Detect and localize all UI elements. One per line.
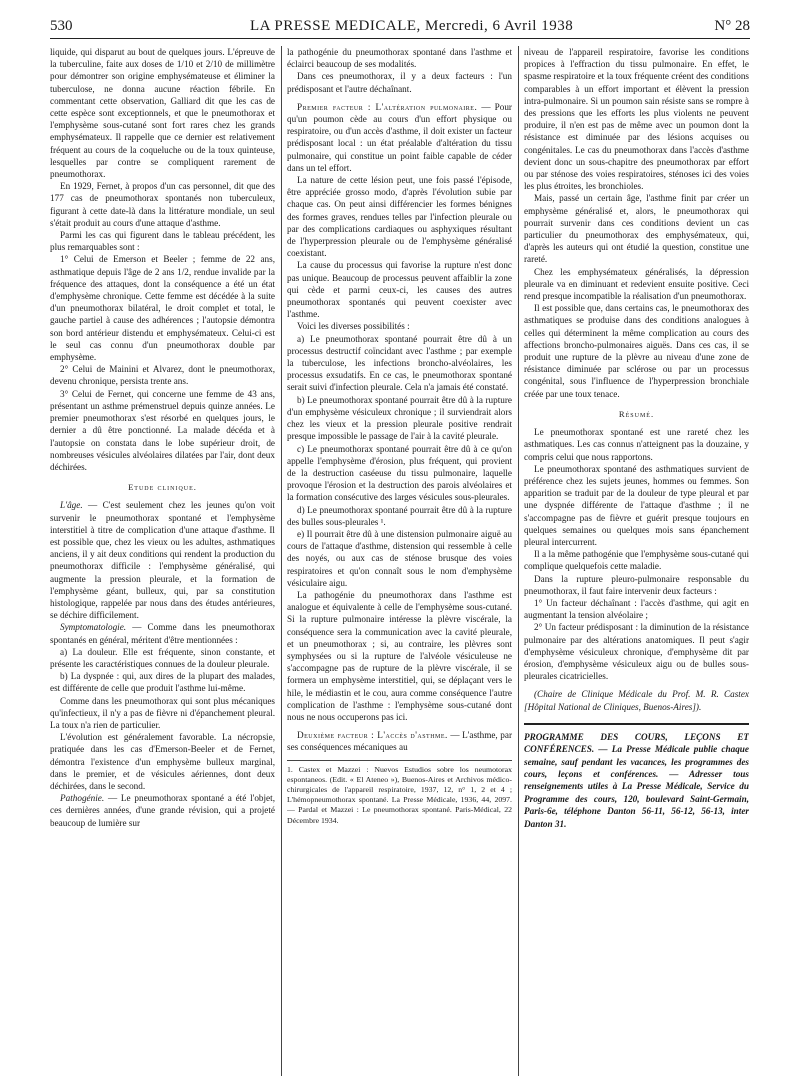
list-item: e) Il pourrait être dû à une distension pulmonaire aiguë au cours de l'attaque d'asthme, distension qui ressemble à celle des noyés, ou aux cas de sténose brusque des voies respiratoires et qu'on connaît sous le nom d'emphysème vésiculaire aigu. xyxy=(287,528,512,588)
column-2 xyxy=(287,46,512,1076)
section-heading: Etude clinique. xyxy=(128,482,197,493)
column-divider xyxy=(518,46,519,1076)
paragraph: Comme dans les pneumothorax qui sont plus mécaniques qu'infectieux, il n'y a pas de fièvre ni d'épanchement pleural. La toux n'a rien de particulier. xyxy=(50,695,275,730)
column-divider xyxy=(281,46,282,1076)
paragraph: Dans la rupture pleuro-pulmonaire responsable du pneumothorax, il faut faire intervenir deux facteurs : xyxy=(524,573,749,596)
subheading: Premier facteur : L'altération pulmonaire. xyxy=(297,101,478,112)
paragraph: Parmi les cas qui figurent dans le tableau précédent, les plus remarquables sont : xyxy=(50,230,275,253)
column-3 xyxy=(524,46,749,1076)
paragraph-text: — Comme dans les pneumothorax spontanés en général, méritent d'être mentionnées : xyxy=(50,622,275,645)
paragraph: niveau de l'appareil respiratoire, favorise les conditions propices à l'effraction du tissu pulmonaire. En effet, le spasme respiratoire et la toux fréquente créent des conditions comparables à un effort important et élèvent la pression intra-pulmonaire. Si un poumon sain résiste sans se rompre à des pressions que les efforts les plus violents ne peuvent produire, il n'en est pas de même avec un poumon dont la résistance est diminuée par des lésions acquises ou congénitales. Le cas du pneumothorax dans l'accès d'asthme devient donc un sous-chapitre des pneumothorax par effort ou par sténose des voies respiratoires, sténoses ici des voies les plus étroites, les bronchioles. xyxy=(524,47,749,192)
paragraph: Il a la même pathogénie que l'emphysème sous-cutané qui complique quelquefois cette maladie. xyxy=(524,549,749,572)
paragraph xyxy=(50,792,275,829)
paragraph: L'évolution est généralement favorable. La nécropsie, pratiquée dans les cas d'Emerson-Beeler et de Fernet, démontra l'existence d'un emphysème bulleux marginal, dans le premier, et de vésicules aériennes, dont deux déchirées, dans le second. xyxy=(50,732,275,791)
paragraph xyxy=(50,499,275,621)
paragraph: En 1929, Fernet, à propos d'un cas personnel, dit que des 177 cas de pneumothorax spontanés non tuberculeux, figurant à cette date-là dans la littérature mondiale, un seul s'était produit au cours d'une attaque d'asthme. xyxy=(50,181,275,228)
list-item: b) La dyspnée : qui, aux dires de la plupart des malades, est différente de celle que produit l'asthme lui-même. xyxy=(50,671,275,694)
issue-number: N° 28 xyxy=(714,18,750,34)
subheading: Deuxième facteur : L'accès d'asthme. xyxy=(297,730,448,741)
paragraph xyxy=(287,101,512,174)
paragraph: liquide, qui disparut au bout de quelques jours. L'épreuve de la tuberculine, faite aux doses de 1/10 et 2/10 de millimètre pour démontrer son origine emphysémateuse et éliminer la tuberculose, ne donna aucune réaction fébrile. En commentant cette observation, Galliard dit que les cas de cette espèce sont exceptionnels, et que le pneumothorax et l'emphysème sous-cutané sont fort rares chez les grands emphysémateux. Il rappelle que ce dernier est relativement fréquent au cours de la coqueluche ou de la toux quinteuse, lesquelles par contre se compliquent rarement de pneumothorax. xyxy=(50,47,275,180)
notice-title: PROGRAMME DES COURS, LEÇONS ET CONFÉRENCES. xyxy=(524,731,749,755)
list-item: 3° Celui de Fernet, qui concerne une femme de 43 ans, présentant un asthme prémenstruel depuis quinze années. Le premier pneumothorax s'est résorbé en quelques jours, le dernier a dû être ponctionné. La malade décéda et à l'autopsie on constata dans le lobe supérieur droit, de nombreuses vésicules alvéolaires dilatées par l'air, dont deux déchirées. xyxy=(50,388,275,472)
list-item: a) La douleur. Elle est fréquente, sinon constante, et présente les caractéristiques connues de la douleur pleurale. xyxy=(50,646,275,669)
subheading: Symptomatologie. xyxy=(60,622,127,633)
paragraph-text: — L'asthme, par ses conséquences mécaniques au xyxy=(287,730,512,753)
footnote: 1. Castex et Mazzei : Nuevos Estudios sobre los neumotorax espontaneos. (Edit. « El Ateneo »), Buenos-Aires et Archivos médico-chirurgicales de l'appareil respiratoire, 1937, 12, n° 1, 2 et 4 ; L'hémopneumothorax spontané. La Presse Médicale, 1936, 44, 2097. — Pardal et Mazzei : Le pneumothorax spontané. Paris-Médical, 22 Décembre 1934. xyxy=(287,764,512,825)
subheading: Pathogénie. xyxy=(60,793,105,804)
paragraph: La pathogénie du pneumothorax dans l'asthme est analogue et équivalente à celle de l'emphysème sous-cutané. Si la rupture pulmonaire intéresse la plèvre viscérale, la conséquence sera la communication avec la cavité pleurale, et un pneumothorax ; si, au contraire, les plèvres sont symphysées ou si la rupture de l'alvéole vésiculeuse ne s'accompagne pas de rupture de la plèvre viscérale, il se formera un emphysème interstitiel, qui, se déplaçant vers le hile, le médiastin et le cou, aura comme conséquence l'autre complication de l'asthme : l'emphysème sous-cutané dont nous ne nous occuperons pas ici. xyxy=(287,589,512,722)
list-item: 2° Un facteur prédisposant : la diminution de la résistance pulmonaire par des altérations anatomiques. Il peut s'agir d'emphysème vésiculeux chronique, d'emphysème dit par érosion, d'emphysème vésiculeux aigu ou de bulles sous-pleurales cicatricielles. xyxy=(524,622,749,682)
paragraph-text: — C'est seulement chez les jeunes qu'on voit survenir le pneumothorax spontané et l'emphysème interstitiel à titre de complication d'une attaque d'asthme. Il est possible que, chez les vieux ou les adultes, asthmatiques anciens, il y ait deux conditions qui rendent la production du pneumothorax difficile : l'emphysème généralisé, qui augmente la pression pleurale, et la formation de l'emphysème géant, bulleux, qui, par sa constitution histologique, rappelée par nous dans des études antérieures, se déchire difficilement. xyxy=(50,500,275,621)
list-item: a) Le pneumothorax spontané pourrait être dû à un processus destructif coïncidant avec l'asthme ; par exemple la tuberculose, les infections broncho-alvéolaires, les processus exsudatifs. En ce cas, le pneumothorax spontané serait suivi d'infection pleurale. Cela n'a jamais été constaté. xyxy=(287,333,512,393)
paragraph: Le pneumothorax spontané est une rareté chez les asthmatiques. Les cas connus n'atteignent pas la douzaine, y compris celui que nous rapportons. xyxy=(524,427,749,462)
paragraph: Dans ces pneumothorax, il y a deux facteurs : l'un prédisposant et l'autre déchaînant. xyxy=(287,71,512,94)
paragraph: La cause du processus qui favorise la rupture n'est donc pas unique. Beaucoup de processus peuvent affaiblir la zone qui cède et parmi ceux-ci, les causes des autres pneumothorax spontanés qui peuvent coexister avec l'asthme. xyxy=(287,260,512,320)
section-heading: Résumé. xyxy=(618,408,655,419)
list-item: 2° Celui de Mainini et Alvarez, dont le pneumothorax, devenu chronique, persista trente ans. xyxy=(50,364,275,387)
paragraph: Chez les emphysémateux généralisés, la dépression pleurale va en diminuant et redevient ensuite positive. Ceci rend presque incompatible la réalisation d'un pneumothorax. xyxy=(524,266,749,302)
paragraph xyxy=(287,729,512,753)
page-header xyxy=(50,16,750,38)
subheading: L'âge. xyxy=(60,500,83,511)
list-item: d) Le pneumothorax spontané pourrait être dû à la rupture des bulles sous-pleurales ¹. xyxy=(287,504,512,527)
list-item: b) Le pneumothorax spontané pourrait être dû à la rupture d'un emphysème vésiculeux chronique ; il surviendrait alors chez les vieux et la pression pleurale positive rendrait presque impossible le passage de l'air à la cavité pleurale. xyxy=(287,394,512,442)
paragraph: Mais, passé un certain âge, l'asthme finit par créer un emphysème généralisé et, alors, le pneumothorax qui pourrait survenir dans ces conditions devient un cas particulier du pneumothorax des emphysémateux, qui, d'après les auteurs qui ont étudié la question, constitue une rareté. xyxy=(524,193,749,265)
list-item: 1° Un facteur déchaînant : l'accès d'asthme, qui agit en augmentant la tension alvéolaire ; xyxy=(524,597,749,621)
paragraph-text: — Le pneumothorax spontané a été l'objet, ces dernières années, d'une grande révision, qui a projeté beaucoup de lumière sur xyxy=(50,793,275,828)
programme-notice xyxy=(524,723,749,830)
paragraph-text: — Pour qu'un poumon cède au cours d'un effort physique ou respiratoire, ou d'un accès d'asthme, il doit exister un facteur prédisposant local : un état préalable d'altération du tissu pulmonaire, qui constitue un point faible capable de céder dans un tel effort. xyxy=(287,101,512,173)
journal-title: LA PRESSE MEDICALE, Mercredi, 6 Avril 1938 xyxy=(250,18,574,34)
notice-body: — La Presse Médicale publie chaque semaine, sauf pendant les vacances, les programmes des cours, leçons et conférences. — Adresser tous renseignements utiles à La Presse Médicale, Service du Programme des cours, 120, boulevard Saint-Germain, Paris-6e, téléphone Danton 56-11, 56-12, 56-13, inter Danton 31. xyxy=(524,744,749,829)
column-1 xyxy=(50,46,275,1076)
header-rule xyxy=(50,38,750,39)
list-item: c) Le pneumothorax spontané pourrait être dû à ce qu'on appelle l'emphysème d'érosion, plus fréquent, qui provient de la destruction caséeuse du tissu pulmonaire, laquelle provoque l'érosion et la destruction des parois alvéolaires et la formation consécutive des larges vésicules sous-pleurales. xyxy=(287,443,512,503)
paragraph: Voici les diverses possibilités : xyxy=(297,321,410,332)
paragraph: Il est possible que, dans certains cas, le pneumothorax des asthmatiques se produise dans des conditions analogues à celles qui déterminent la même complication au cours des affections broncho-pulmonaires aiguës. Dans ces cas, il se produit une rupture de la plèvre au niveau d'une zone de résistance diminuée par sclérose ou par un processus congénital, sous l'influence de l'hyperpression bronchiale créée par une toux tenace. xyxy=(524,303,749,399)
paragraph: Le pneumothorax spontané des asthmatiques survient de préférence chez les sujets jeunes, hommes ou femmes. Son apparition se traduit par de la douleur de type pleural et par une dyspnée différente de l'attaque d'asthme ; il ne s'accompagne pas de fièvre et guérit presque toujours en quelques semaines ou quelques mois sans épanchement pleural intercurrent. xyxy=(524,463,749,547)
paragraph: La nature de cette lésion peut, une fois passé l'épisode, être appréciée grosso modo, d'après l'évolution subie par chaque cas. On peut ainsi différencier les formes bénignes des formes graves, rendues telles par l'infection pleurale ou par des complications cardiaques ou asphyxiques résultant de l'hyperpression pleurale ou de l'emphysème généralisé coexistant. xyxy=(287,175,512,259)
notice-text xyxy=(524,731,749,830)
affiliation: (Chaire de Clinique Médicale du Prof. M. R. Castex [Hôpital National de Cliniques, Buenos-Aires]). xyxy=(524,689,749,712)
page-number: 530 xyxy=(50,18,73,34)
paragraph: la pathogénie du pneumothorax spontané dans l'asthme et éclairci beaucoup de ses modalités. xyxy=(287,47,512,70)
footnotes xyxy=(287,760,512,826)
list-item: 1° Celui de Emerson et Beeler ; femme de 22 ans, asthmatique depuis l'âge de 2 ans 1/2, rendue invalide par la fréquence des attaques, dont la conséquence a été un état d'emphysème chronique. Cette femme est décédée à la suite d'un pneumothorax bilatéral, le droit complet et total, le gauche partiel à cause des adhérences ; l'autopsie démontra son bord antérieur distendu et emphysémateux. Celui-ci est le seul cas connu d'un pneumothorax double par emphysème. xyxy=(50,254,275,363)
paragraph xyxy=(50,621,275,645)
